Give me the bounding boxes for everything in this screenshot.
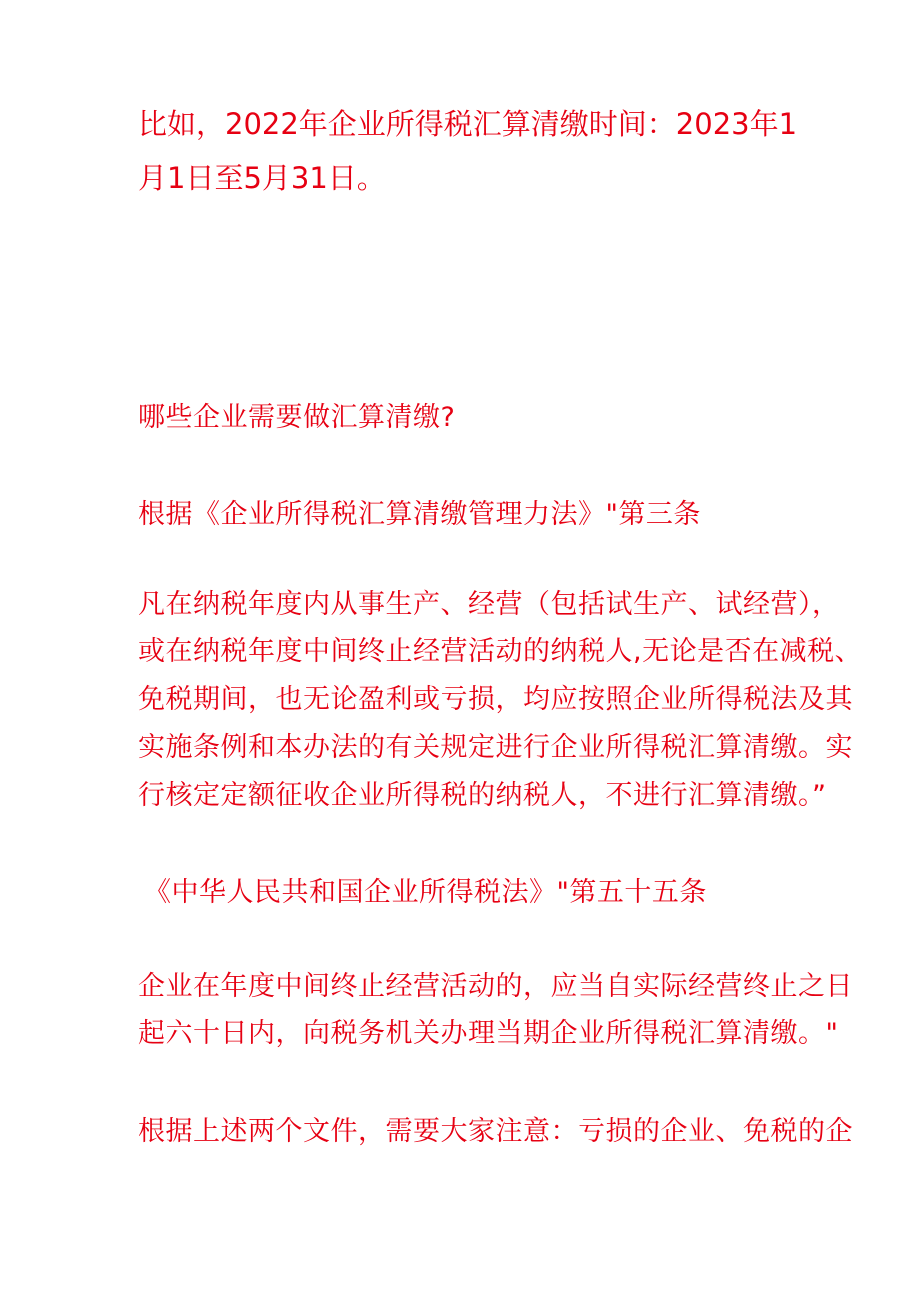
law-heading: 《中华人民共和国企业所得税法》"第五十五条 bbox=[144, 877, 707, 908]
intro-line-1: 比如，2022年企业所得税汇算清缴时间：2023年1 bbox=[138, 107, 798, 141]
article3-line: 凡在纳税年度内从事生产、经营（包括试生产、试经营）， bbox=[138, 589, 840, 620]
article3-line: 行核定定额征收企业所得税的纳税人，不进行汇算清缴。” bbox=[138, 780, 827, 811]
article55-line: 企业在年度中间终止经营活动的，应当自实际经营终止之日 bbox=[138, 971, 853, 1002]
article55-line: 起六十日内，向税务机关办理当期企业所得税汇算清缴。" bbox=[138, 1018, 839, 1049]
article3-line: 或在纳税年度中间终止经营活动的纳税人,无论是否在减税、 bbox=[138, 636, 863, 667]
intro-line-2: 月1日至5月31日。 bbox=[138, 161, 386, 195]
conclusion-line: 根据上述两个文件，需要大家注意：亏损的企业、免税的企 bbox=[138, 1116, 853, 1147]
basis-heading: 根据《企业所得税汇算清缴管理力法》"第三条 bbox=[138, 499, 701, 530]
article3-line: 免税期间，也无论盈利或亏损，均应按照企业所得税法及其 bbox=[138, 684, 853, 715]
question-heading: 哪些企业需要做汇算清缴? bbox=[138, 402, 456, 433]
article3-line: 实施条例和本办法的有关规定进行企业所得税汇算清缴。实 bbox=[138, 732, 853, 763]
